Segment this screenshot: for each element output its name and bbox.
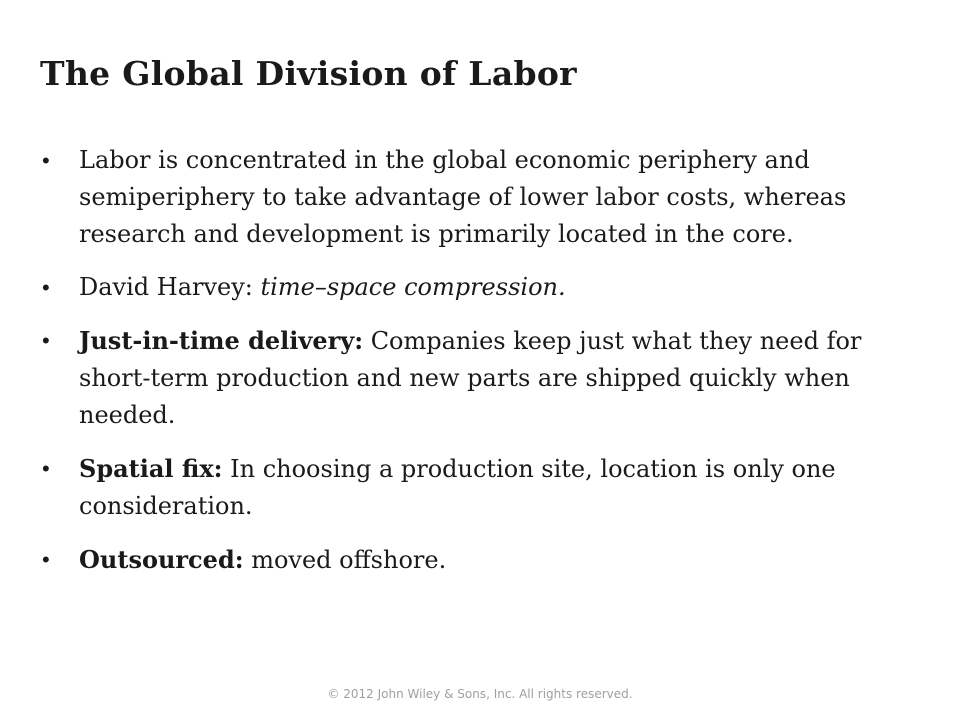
bullet-list	[42, 142, 922, 595]
bullet-icon: •	[42, 148, 50, 173]
bullet-text: Companies keep just what they need for short-term production and new parts are shipped quickly when needed.	[79, 327, 862, 429]
bullet-term: Just-in-time delivery:	[79, 326, 364, 355]
bullet-icon: •	[42, 328, 50, 353]
bullet-spatial-fix	[42, 450, 922, 525]
bullet-icon: •	[42, 275, 50, 300]
bullet-icon: •	[42, 547, 50, 572]
copyright-footer: © 2012 John Wiley & Sons, Inc. All rights reserved.	[327, 687, 633, 701]
bullet-text: moved offshore.	[243, 546, 447, 574]
bullet-outsourced	[42, 541, 922, 579]
bullet-emphasis: time–space compression.	[260, 273, 566, 301]
bullet-icon: •	[42, 456, 50, 481]
bullet-labor-concentration	[42, 142, 922, 253]
bullet-text: In choosing a production site, location is only one consideration.	[79, 455, 836, 520]
slide-title: The Global Division of Labor	[40, 54, 577, 93]
bullet-david-harvey	[42, 269, 922, 306]
bullet-term: Outsourced:	[79, 545, 244, 574]
bullet-text: Labor is concentrated in the global economic periphery and semiperiphery to take advantage of lower labor costs, whereas research and development is primarily located in the core.	[79, 146, 847, 248]
bullet-prefix: David Harvey:	[79, 273, 261, 301]
bullet-just-in-time	[42, 322, 922, 434]
bullet-term: Spatial fix:	[79, 454, 223, 483]
